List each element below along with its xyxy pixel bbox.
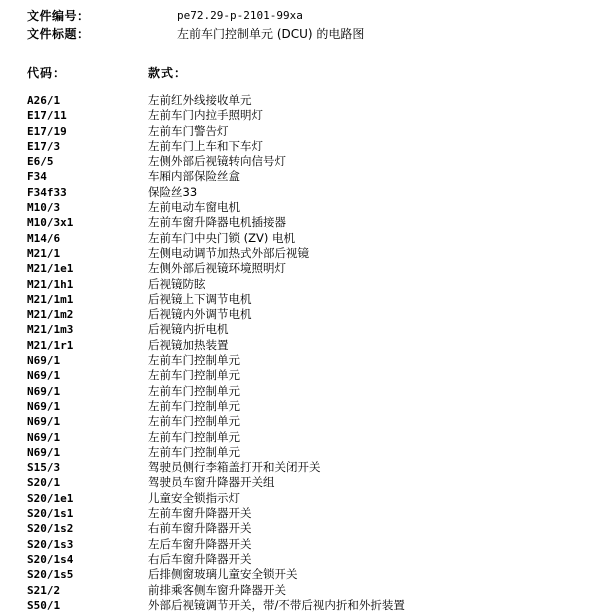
list-item (0, 261, 601, 276)
component-code: M21/1r1 (27, 338, 74, 352)
component-description: 左后车窗升降器开关 (148, 536, 252, 551)
component-code: A26/1 (27, 94, 61, 107)
component-code: E17/3 (27, 139, 61, 153)
list-item (0, 139, 601, 154)
list-item (0, 277, 601, 292)
component-description: 左前车门控制单元 (148, 383, 240, 398)
list-item (0, 460, 601, 475)
component-code: S20/1s1 (27, 507, 74, 521)
component-description: 后视镜内折电机 (148, 322, 229, 337)
component-description: 左前车门内拉手照明灯 (148, 108, 263, 123)
component-list (0, 93, 601, 613)
list-item (0, 231, 601, 246)
list-item (0, 338, 601, 353)
list-item (0, 307, 601, 322)
component-code: S20/1 (27, 476, 61, 490)
list-item (0, 598, 601, 613)
component-description: 后视镜加热装置 (148, 337, 229, 352)
component-description: 左侧电动调节加热式外部后视镜 (148, 245, 309, 260)
component-code: S20/1s3 (27, 537, 74, 551)
component-description: 外部后视镜调节开关，带/不带后视内折和外折装置 (148, 597, 405, 612)
component-code: N69/1 (27, 384, 61, 398)
component-code: N69/1 (27, 354, 61, 368)
doc-title-value: 左前车门控制单元 (DCU) 的电路图 (177, 27, 365, 41)
list-item (0, 246, 601, 261)
list-item (0, 414, 601, 429)
list-item (0, 292, 601, 307)
list-item (0, 93, 601, 108)
component-description: 左前车门警告灯 (148, 123, 229, 138)
list-item (0, 475, 601, 490)
list-item (0, 506, 601, 521)
list-item (0, 537, 601, 552)
component-description: 右后车窗升降器开关 (148, 551, 252, 566)
component-code: M21/1m3 (27, 323, 74, 337)
component-code: S20/1s4 (27, 552, 74, 566)
component-description: 后排侧窗玻璃儿童安全锁开关 (148, 567, 298, 582)
component-code: N69/1 (27, 399, 61, 413)
component-description: 后视镜内外调节电机 (148, 307, 252, 322)
component-code: M21/1m2 (27, 308, 74, 322)
doc-number-value: pe72.29-p-2101-99xa (177, 9, 303, 22)
list-item (0, 185, 601, 200)
component-description: 左前车窗升降器开关 (148, 506, 252, 521)
component-description: 左前车门上车和下车灯 (148, 138, 263, 153)
component-description: 保险丝33 (148, 184, 198, 199)
component-code: S21/2 (27, 583, 61, 597)
component-description: 左前车门控制单元 (148, 353, 240, 368)
component-description: 左侧外部后视镜环境照明灯 (148, 261, 286, 276)
component-code: S20/1e1 (27, 491, 74, 505)
doc-number-label: 文件编号： (27, 9, 90, 23)
doc-title-label: 文件标题： (27, 27, 90, 41)
component-code: M21/1h1 (27, 277, 74, 291)
list-item (0, 552, 601, 567)
list-item (0, 445, 601, 460)
component-description: 右前车窗升降器开关 (148, 521, 252, 536)
component-code: M10/3x1 (27, 216, 74, 230)
component-code: N69/1 (27, 415, 61, 429)
component-code: M14/6 (27, 231, 61, 245)
component-code: F34 (27, 170, 47, 184)
component-code: S15/3 (27, 461, 61, 475)
component-description: 左前红外线接收单元 (148, 93, 252, 107)
list-item (0, 567, 601, 582)
component-description: 左前车门控制单元 (148, 414, 240, 429)
component-code: N69/1 (27, 445, 61, 459)
list-item (0, 399, 601, 414)
component-code: M10/3 (27, 201, 61, 215)
list-item (0, 353, 601, 368)
component-description: 前排乘客侧车窗升降器开关 (148, 582, 286, 597)
list-item (0, 491, 601, 506)
list-item (0, 169, 601, 184)
component-description: 左前电动车窗电机 (148, 200, 240, 215)
component-description: 驾驶员车窗升降器开关组 (148, 475, 275, 490)
component-code: M21/1m1 (27, 292, 74, 306)
list-item (0, 368, 601, 383)
component-code: E17/11 (27, 109, 67, 123)
component-description: 后视镜防眩 (148, 276, 206, 291)
description-column-header: 款式： (148, 66, 188, 80)
component-code: S20/1s2 (27, 522, 74, 536)
component-code: F34f33 (27, 185, 67, 199)
component-code: M21/1e1 (27, 262, 74, 276)
code-column-header: 代码： (27, 66, 67, 80)
component-description: 儿童安全锁指示灯 (148, 490, 240, 505)
list-item (0, 521, 601, 536)
component-description: 车厢内部保险丝盒 (148, 169, 240, 184)
list-item (0, 154, 601, 169)
list-item (0, 430, 601, 445)
component-description: 左前车门中央门锁 (ZV) 电机 (148, 230, 296, 245)
component-description: 后视镜上下调节电机 (148, 291, 252, 306)
component-code: S50/1 (27, 598, 61, 612)
list-item (0, 124, 601, 139)
list-item (0, 200, 601, 215)
component-description: 左侧外部后视镜转向信号灯 (148, 154, 286, 169)
list-item (0, 583, 601, 598)
list-item (0, 384, 601, 399)
component-description: 左前车门控制单元 (148, 444, 240, 459)
component-description: 驾驶员侧行李箱盖打开和关闭开关 (148, 460, 321, 475)
component-code: E6/5 (27, 155, 54, 169)
component-code: M21/1 (27, 246, 61, 260)
component-code: E17/19 (27, 124, 67, 138)
component-code: S20/1s5 (27, 568, 74, 582)
component-description: 左前车门控制单元 (148, 429, 240, 444)
list-item (0, 215, 601, 230)
component-description: 左前车窗升降器电机插接器 (148, 215, 286, 230)
list-item (0, 322, 601, 337)
component-code: N69/1 (27, 430, 61, 444)
list-item (0, 108, 601, 123)
component-description: 左前车门控制单元 (148, 368, 240, 383)
component-description: 左前车门控制单元 (148, 398, 240, 413)
component-code: N69/1 (27, 369, 61, 383)
